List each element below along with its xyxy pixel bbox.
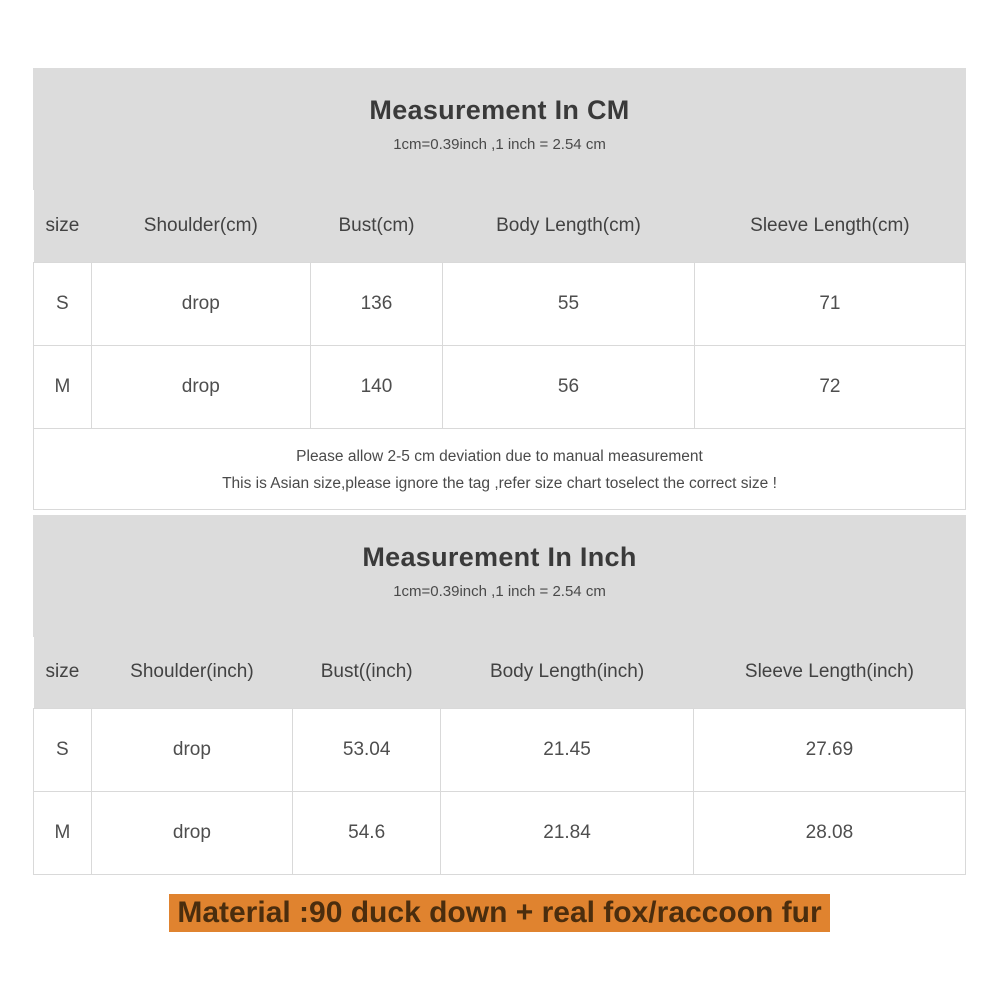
- inch-header-sleeve-length: Sleeve Length(inch): [693, 637, 965, 709]
- inch-row-s: [34, 709, 966, 792]
- cm-cell-size-s: S: [34, 262, 92, 345]
- cm-header-sleeve-length: Sleeve Length(cm): [694, 190, 965, 262]
- cm-table-header-row: [34, 190, 966, 262]
- inch-table: [33, 637, 966, 876]
- inch-title: Measurement In Inch: [362, 541, 637, 572]
- cm-cell-shoulder-s: drop: [91, 262, 310, 345]
- cm-cell-shoulder-m: drop: [91, 345, 310, 428]
- inch-header-body-length: Body Length(inch): [441, 637, 694, 709]
- cm-header-shoulder: Shoulder(cm): [91, 190, 310, 262]
- inch-cell-size-s: S: [34, 709, 92, 792]
- note-asian-size: This is Asian size,please ignore the tag ,refer size chart toselect the correct size !: [222, 474, 777, 492]
- cm-row-s: [34, 262, 966, 345]
- inch-cell-size-m: M: [34, 792, 92, 875]
- cm-cell-body-length-s: 55: [443, 262, 695, 345]
- inch-cell-bust-s: 53.04: [293, 709, 441, 792]
- cm-row-m: [34, 345, 966, 428]
- inch-cell-sleeve-length-s: 27.69: [693, 709, 965, 792]
- inch-cell-shoulder-m: drop: [91, 792, 292, 875]
- cm-header-bust: Bust(cm): [310, 190, 442, 262]
- cm-cell-sleeve-length-s: 71: [694, 262, 965, 345]
- inch-table-header-row: [34, 637, 966, 709]
- inch-header-size: size: [34, 637, 92, 709]
- inch-row-m: [34, 792, 966, 875]
- inch-cell-bust-m: 54.6: [293, 792, 441, 875]
- cm-title: Measurement In CM: [369, 95, 630, 125]
- inch-cell-shoulder-s: drop: [91, 709, 292, 792]
- inch-header-bust: Bust((inch): [293, 637, 441, 709]
- cm-cell-bust-m: 140: [310, 345, 442, 428]
- note-deviation: Please allow 2-5 cm deviation due to manual measurement: [296, 447, 703, 465]
- cm-cell-body-length-m: 56: [443, 345, 695, 428]
- cm-section: [33, 68, 966, 510]
- inch-cell-body-length-s: 21.45: [441, 709, 694, 792]
- size-chart-sheet: [33, 68, 966, 932]
- inch-header-shoulder: Shoulder(inch): [91, 637, 292, 709]
- inch-subtitle: 1cm=0.39inch ,1 inch = 2.54 cm: [393, 582, 606, 600]
- inch-section: [33, 515, 966, 876]
- cm-header-size: size: [34, 190, 92, 262]
- cm-header-block: [33, 68, 966, 190]
- cm-notes: [33, 429, 966, 510]
- cm-cell-size-m: M: [34, 345, 92, 428]
- cm-cell-bust-s: 136: [310, 262, 442, 345]
- cm-subtitle: 1cm=0.39inch ,1 inch = 2.54 cm: [393, 136, 606, 153]
- inch-header-block: [33, 515, 966, 637]
- inch-cell-body-length-m: 21.84: [441, 792, 694, 875]
- cm-header-body-length: Body Length(cm): [443, 190, 695, 262]
- inch-cell-sleeve-length-m: 28.08: [693, 792, 965, 875]
- material-text: Material :90 duck down + real fox/raccoon fur: [169, 894, 829, 932]
- material-bar: [33, 894, 966, 932]
- cm-cell-sleeve-length-m: 72: [694, 345, 965, 428]
- cm-table: [33, 190, 966, 429]
